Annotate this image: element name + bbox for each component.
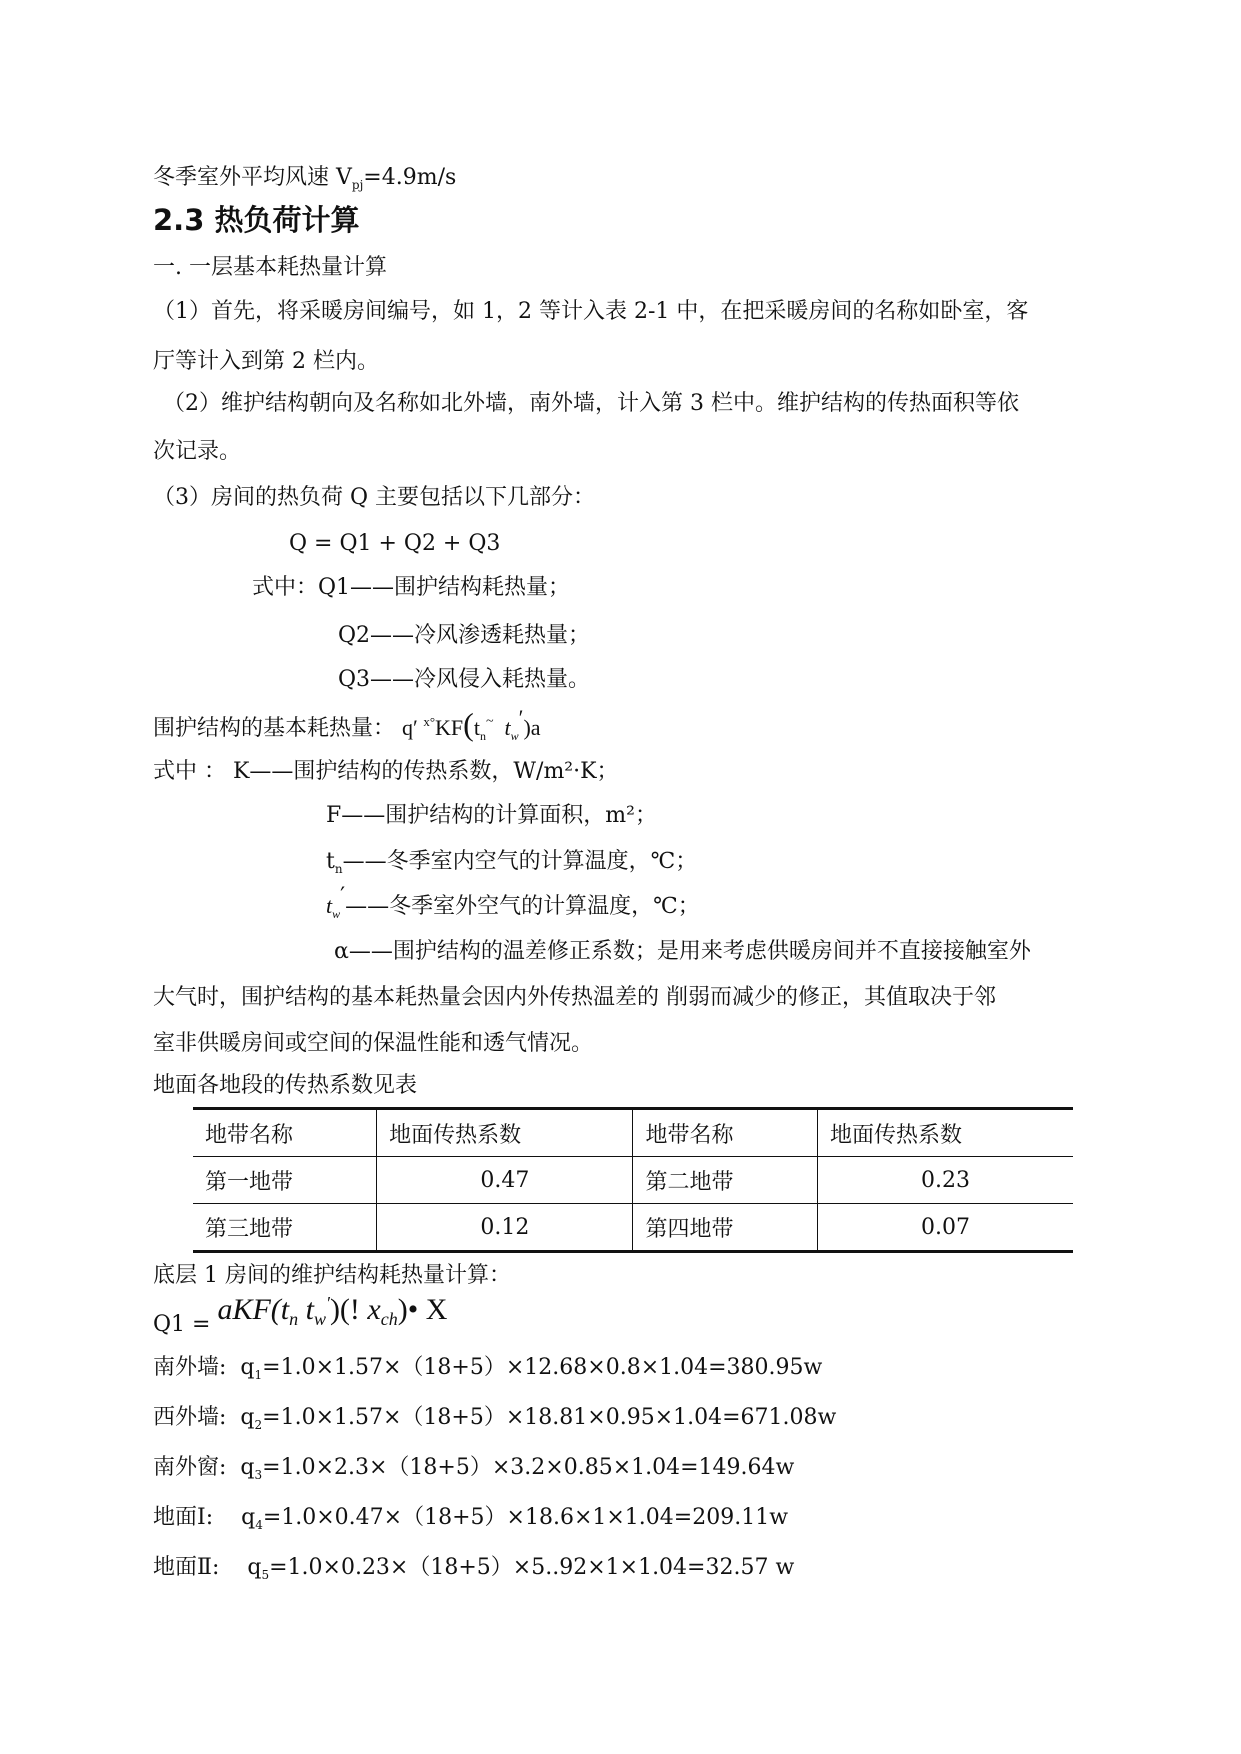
formula-part: t [298,1293,314,1326]
wind-speed-line [153,164,456,194]
k-def: 式中 ： K——围护结构的传热系数，W/m²·K； [153,759,619,784]
tw-symbol: t [326,893,333,918]
table-row [193,1204,1073,1252]
formula-part: t [504,715,511,740]
para-1-line2: 厅等计入到第 2 栏内。 [153,349,379,374]
tw-def [326,884,700,923]
tw-text: ——冬季室外空气的计算温度，℃； [345,894,700,919]
table-header-cell: 地面传热系数 [817,1109,1073,1157]
formula-part: ! [349,1293,360,1326]
calc-label: 地面Ⅱ: [153,1555,220,1580]
table-header-row [193,1109,1073,1157]
ground-coefficient-table [193,1107,1073,1253]
table-cell: 0.12 [377,1204,633,1252]
calc-label: 西外墙: [153,1405,227,1430]
table-cell: 第一地带 [193,1157,377,1204]
room-calc-title: 底层 1 房间的维护结构耗热量计算： [153,1263,511,1288]
def-q3: Q3——冷风侵入耗热量。 [338,667,591,692]
formula-q: Q = Q1 + Q2 + Q3 [289,531,501,556]
para-3: （3）房间的热负荷 Q 主要包括以下几部分： [153,485,596,510]
formula-part: x° [423,714,436,729]
calc-expr: =1.0×0.47×（18+5）×18.6×1×1.04=209.11w [262,1505,789,1530]
formula-part: w [313,1309,326,1329]
calc-expr: =1.0×1.57×（18+5）×12.68×0.8×1.04=380.95w [262,1355,823,1380]
formula-part: ( [463,706,474,742]
calc-sub: 4 [255,1518,263,1532]
calc-label: 南外窗: [153,1455,227,1480]
def-intro [252,574,570,602]
calc-expr: =1.0×0.23×（18+5）×5..92×1×1.04=32.57 w [269,1555,795,1580]
calc-row [153,1454,794,1484]
alpha-def-line2: 大气时，围护结构的基本耗热量会因内外传热温差的 削弱而减少的修正，其值取决于邻 [153,985,996,1010]
formula-part: ′ [518,705,524,730]
table-row [193,1157,1073,1204]
table-cell: 0.07 [817,1204,1073,1252]
def-q2: Q2——冷风渗透耗热量； [338,623,591,648]
calc-sub: 5 [261,1568,270,1582]
para-2-line1: （2）维护结构朝向及名称如北外墙，南外墙，计入第 3 栏中。维护结构的传热面积等依 [163,391,1019,416]
basic-heat-label: 围护结构的基本耗热量： [153,716,396,741]
formula-part: n [289,1309,299,1329]
calc-row [153,1504,788,1534]
table-cell: 第二地带 [633,1157,817,1204]
basic-heat-line [153,705,541,746]
table-header-cell: 地带名称 [633,1109,817,1157]
table-cell: 0.23 [817,1157,1073,1204]
f-def: F——围护结构的计算面积，m²； [326,803,657,828]
calc-row [153,1404,836,1434]
calc-sub: 2 [254,1418,263,1432]
calc-sub: 3 [254,1468,263,1482]
tn-text: ——冬季室内空气的计算温度，℃； [342,849,698,874]
formula-part: ′ [326,1293,330,1313]
table-header-cell: 地带名称 [193,1109,377,1157]
q1-formula-line [153,1293,448,1337]
q1-label: Q1 = [153,1312,211,1337]
calc-row [153,1354,822,1384]
formula-part: ch [380,1309,398,1329]
calc-label: 南外墙: [153,1355,227,1380]
formula-part: ~ [485,714,494,729]
calc-row [153,1554,794,1584]
formula-part: KF [435,715,464,740]
heading-1: 一. 一层基本耗热量计算 [153,255,387,280]
calc-q: q [240,1405,255,1430]
alpha-def-line1: α——围护结构的温差修正系数；是用来考虑供暖房间并不直接接触室外 [334,939,1031,964]
calc-q: q [240,1355,255,1380]
tw-prime: ′ [340,884,346,909]
def-intro-label: 式中： [252,575,319,600]
q1-formula [217,1293,448,1329]
calc-q: q [241,1505,256,1530]
para-1-line1: （1）首先，将采暖房间编号，如 1，2 等计入表 2-1 中，在把采暖房间的名称如卧室，客 [153,299,1029,324]
def-q1: Q1——围护结构耗热量； [318,575,571,600]
alpha-def-line3: 室非供暖房间或空间的保温性能和透气情况。 [153,1031,594,1056]
basic-heat-formula [402,705,541,743]
para-2-line2: 次记录。 [153,439,242,464]
formula-part: )• X [397,1293,448,1326]
table-header-cell: 地面传热系数 [377,1109,633,1157]
formula-part: w [510,729,519,743]
tn-def [326,848,697,878]
calc-q: q [240,1455,255,1480]
formula-part: q′ [402,715,424,740]
calc-sub: 1 [254,1368,263,1382]
section-title: 2.3 热负荷计算 [153,203,360,237]
formula-part: t [473,715,480,740]
table-cell: 第四地带 [633,1204,817,1252]
wind-speed-sub: pj [351,178,364,192]
formula-part: )( [329,1293,350,1326]
calc-expr: =1.0×1.57×（18+5）×18.81×0.95×1.04=671.08w [262,1405,837,1430]
formula-part: aKF(t [217,1293,290,1326]
formula-part: x [359,1293,381,1326]
calc-q: q [247,1555,262,1580]
wind-speed-value: =4.9m/s [363,165,457,190]
wind-speed-text: 冬季室外平均风速 V [153,165,352,190]
formula-part: n [479,729,486,743]
calc-expr: =1.0×2.3×（18+5）×3.2×0.85×1.04=149.64w [262,1455,795,1480]
table-cell: 0.47 [377,1157,633,1204]
formula-part: )a [523,715,541,740]
table-cell: 第三地带 [193,1204,377,1252]
calc-label: 地面Ⅰ: [153,1505,214,1530]
tn-symbol: t [326,849,335,874]
tn-sub: n [334,862,343,876]
tw-sub: w [332,907,341,921]
table-caption: 地面各地段的传热系数见表 [153,1073,418,1098]
